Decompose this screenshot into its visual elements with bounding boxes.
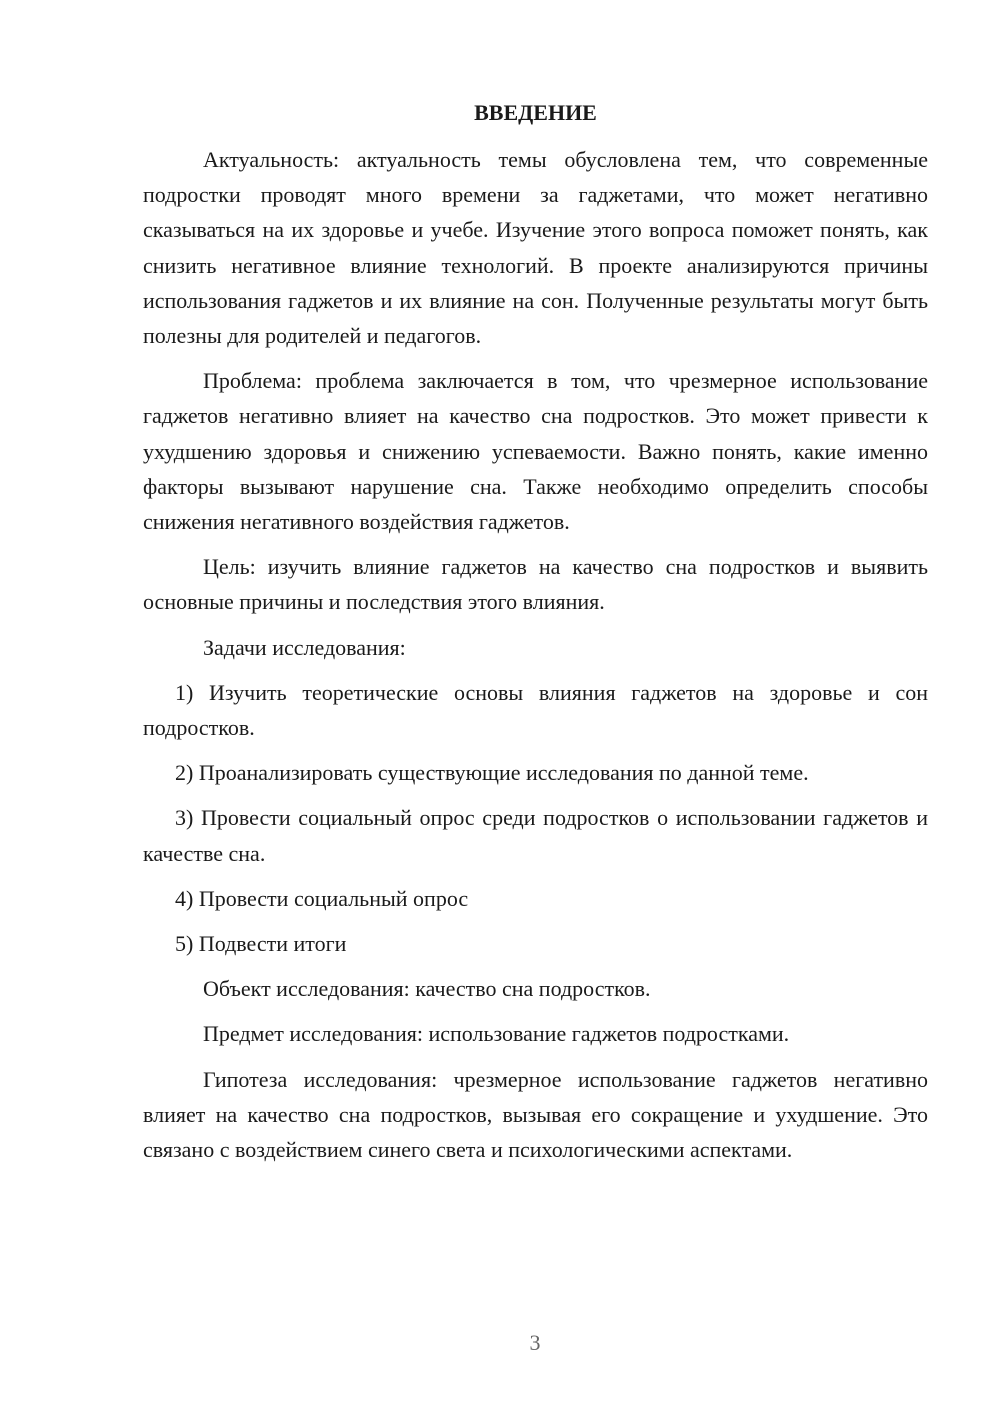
- problem-paragraph: Проблема: проблема заключается в том, что чрезмерное использование гаджетов негативно влияет на качество сна подростков. Это может привести к ухудшению здоровья и снижению успеваемости. Важно понять, какие именно факторы вызывают нарушение сна. Также необходимо определить способы снижения негативного воздействия гаджетов.: [143, 368, 928, 535]
- task-item: 3) Провести социальный опрос среди подростков о использовании гаджетов и качестве сна.: [143, 805, 928, 866]
- goal-paragraph: Цель: изучить влияние гаджетов на качество сна подростков и выявить основные причины и последствия этого влияния.: [143, 554, 928, 615]
- tasks-heading: Задачи исследования:: [203, 634, 406, 660]
- task-item: 5) Подвести итоги: [175, 931, 347, 957]
- page-number: 3: [529, 1330, 541, 1355]
- object-paragraph: Объект исследования: качество сна подростков.: [203, 976, 651, 1002]
- task-item: 1) Изучить теоретические основы влияния гаджетов на здоровье и сон подростков.: [143, 679, 928, 741]
- task-item: 4) Провести социальный опрос: [175, 885, 469, 911]
- hypothesis-paragraph: Гипотеза исследования: чрезмерное использование гаджетов негативно влияет на качество сна подростков, вызывая его сокращение и ухудшение. Это связано с воздействием синего света и психологическими аспектами.: [143, 1066, 928, 1163]
- task-item: 2) Проанализировать существующие исследования по данной теме.: [175, 760, 809, 786]
- page-content: [143, 95, 928, 1177]
- subject-paragraph: Предмет исследования: использование гаджетов подростками.: [203, 1021, 790, 1047]
- relevance-paragraph: Актуальность: актуальность темы обусловлена тем, что современные подростки проводят много времени за гаджетами, что может негативно сказываться на их здоровье и учебе. Изучение этого вопроса поможет понять, как снизить негативное влияние технологий. В проекте анализируются причины использования гаджетов и их влияние на сон. Полученные результаты могут быть полезны для родителей и педагогов.: [143, 147, 928, 349]
- section-title: ВВЕДЕНИЕ: [474, 100, 597, 125]
